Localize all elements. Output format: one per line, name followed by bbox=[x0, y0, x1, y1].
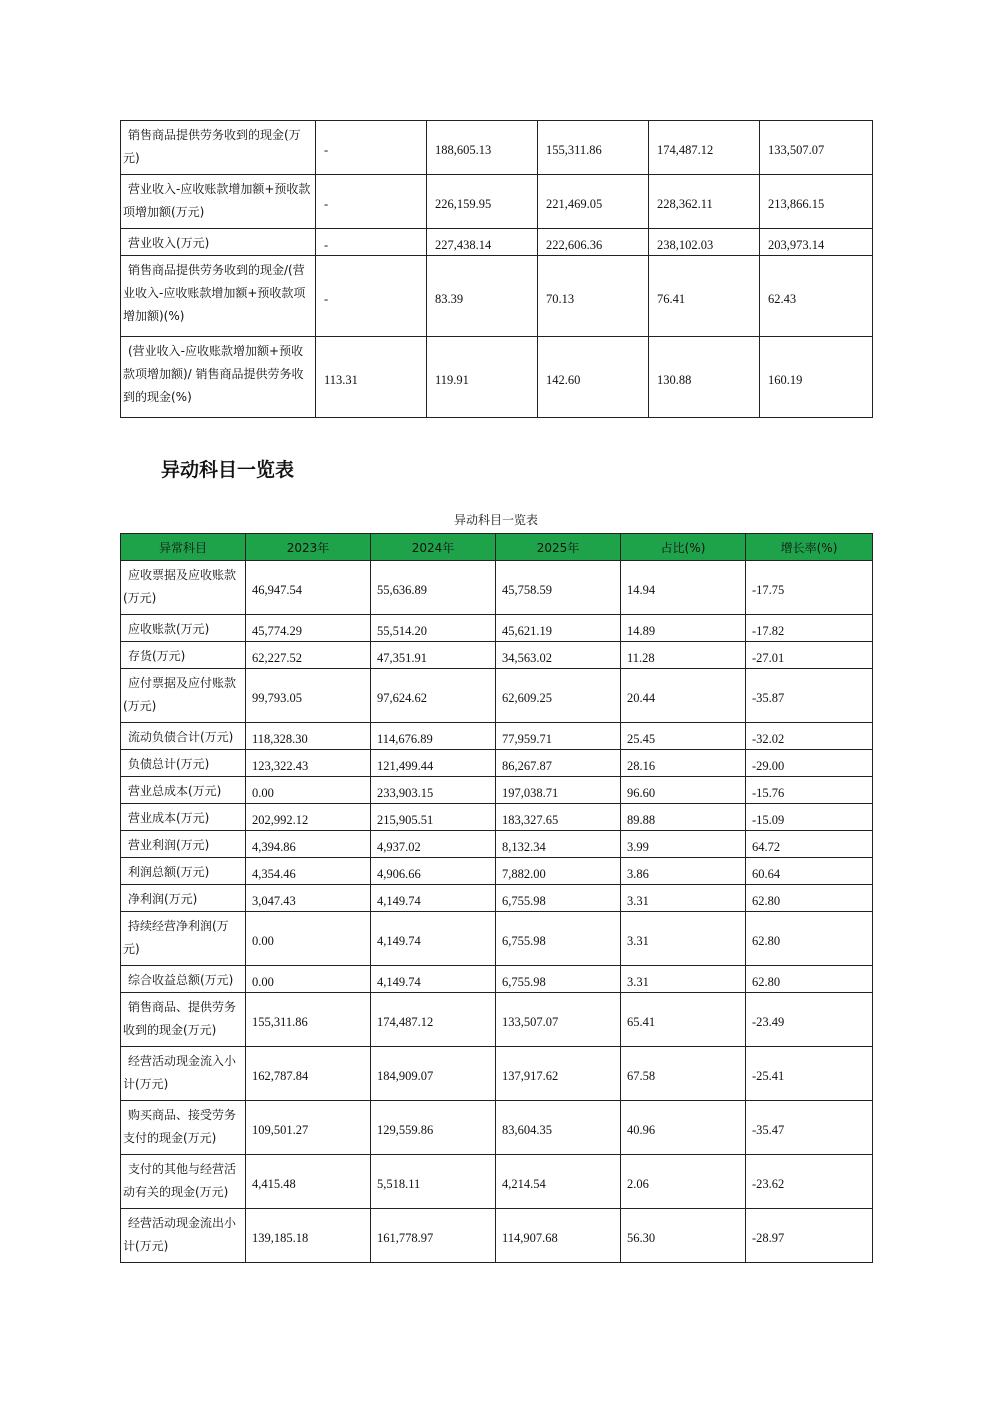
table-cell: 62.43 bbox=[760, 256, 873, 337]
row-label: 负债总计(万元) bbox=[121, 750, 246, 777]
table-cell: 226,159.95 bbox=[427, 175, 538, 229]
table-cell: 142.60 bbox=[538, 337, 649, 418]
table-cell: 3.99 bbox=[621, 831, 746, 858]
table-row bbox=[121, 831, 873, 858]
table-cell: 188,605.13 bbox=[427, 121, 538, 175]
table-cell: -15.76 bbox=[746, 777, 873, 804]
table-cell: -27.01 bbox=[746, 642, 873, 669]
table-cell: 83.39 bbox=[427, 256, 538, 337]
row-label: 净利润(万元) bbox=[121, 885, 246, 912]
column-header: 2023年 bbox=[246, 534, 371, 561]
table-cell: 202,992.12 bbox=[246, 804, 371, 831]
table-cell: 2.06 bbox=[621, 1155, 746, 1209]
table-cell: 174,487.12 bbox=[649, 121, 760, 175]
table-cell: - bbox=[316, 256, 427, 337]
table-cell: 129,559.86 bbox=[371, 1101, 496, 1155]
table-row bbox=[121, 750, 873, 777]
table-cell: 62,227.52 bbox=[246, 642, 371, 669]
table-cell: 5,518.11 bbox=[371, 1155, 496, 1209]
row-label: 营业收入-应收账款增加额+预收款项增加额(万元) bbox=[121, 175, 316, 229]
table-cell: 62.80 bbox=[746, 885, 873, 912]
table-cell: 99,793.05 bbox=[246, 669, 371, 723]
row-label: 销售商品提供劳务收到的现金(万元) bbox=[121, 121, 316, 175]
column-header: 异常科目 bbox=[121, 534, 246, 561]
column-header: 占比(%) bbox=[621, 534, 746, 561]
table-cell: -17.82 bbox=[746, 615, 873, 642]
table-cell: -28.97 bbox=[746, 1209, 873, 1263]
table-cell: -23.49 bbox=[746, 993, 873, 1047]
table-cell: 4,354.46 bbox=[246, 858, 371, 885]
table-cell: 213,866.15 bbox=[760, 175, 873, 229]
table-cell: 174,487.12 bbox=[371, 993, 496, 1047]
table-cell: 3.31 bbox=[621, 966, 746, 993]
table-cell: 96.60 bbox=[621, 777, 746, 804]
table-cell: 86,267.87 bbox=[496, 750, 621, 777]
table-cell: - bbox=[316, 175, 427, 229]
table-cell: 4,394.86 bbox=[246, 831, 371, 858]
table-cell: -23.62 bbox=[746, 1155, 873, 1209]
table-cell: -35.87 bbox=[746, 669, 873, 723]
table-cell: - bbox=[316, 229, 427, 256]
table-row bbox=[121, 912, 873, 966]
table-cell: 4,214.54 bbox=[496, 1155, 621, 1209]
table-cell: 109,501.27 bbox=[246, 1101, 371, 1155]
table-cell: 119.91 bbox=[427, 337, 538, 418]
table-row bbox=[121, 121, 873, 175]
table-cell: 28.16 bbox=[621, 750, 746, 777]
table-row bbox=[121, 256, 873, 337]
table-cell: 55,514.20 bbox=[371, 615, 496, 642]
table-header-row bbox=[121, 534, 873, 561]
table-cell: 97,624.62 bbox=[371, 669, 496, 723]
table-cell: 114,907.68 bbox=[496, 1209, 621, 1263]
table-cell: -35.47 bbox=[746, 1101, 873, 1155]
table-row bbox=[121, 804, 873, 831]
table-cell: 3,047.43 bbox=[246, 885, 371, 912]
table-row bbox=[121, 561, 873, 615]
table-cell: 56.30 bbox=[621, 1209, 746, 1263]
table-cell: 55,636.89 bbox=[371, 561, 496, 615]
table-cell: 6,755.98 bbox=[496, 885, 621, 912]
table-row bbox=[121, 723, 873, 750]
table-cell: 118,328.30 bbox=[246, 723, 371, 750]
table-row bbox=[121, 229, 873, 256]
row-label: (营业收入-应收账款增加额+预收款项增加额)/ 销售商品提供劳务收到的现金(%) bbox=[121, 337, 316, 418]
table-cell: 161,778.97 bbox=[371, 1209, 496, 1263]
table-caption: 异动科目一览表 bbox=[453, 513, 538, 527]
table-cell: 77,959.71 bbox=[496, 723, 621, 750]
table-cell: 160.19 bbox=[760, 337, 873, 418]
table-cell: 8,132.34 bbox=[496, 831, 621, 858]
table-cell: 215,905.51 bbox=[371, 804, 496, 831]
table-cell: 83,604.35 bbox=[496, 1101, 621, 1155]
table-cell: 6,755.98 bbox=[496, 912, 621, 966]
table-cell: 121,499.44 bbox=[371, 750, 496, 777]
table-cell: 137,917.62 bbox=[496, 1047, 621, 1101]
row-label: 流动负债合计(万元) bbox=[121, 723, 246, 750]
table-cell: 89.88 bbox=[621, 804, 746, 831]
table-cell: 130.88 bbox=[649, 337, 760, 418]
table-cell: 4,906.66 bbox=[371, 858, 496, 885]
table-cell: 183,327.65 bbox=[496, 804, 621, 831]
table-cell: 34,563.02 bbox=[496, 642, 621, 669]
cashflow-table bbox=[120, 120, 873, 418]
table-row bbox=[121, 642, 873, 669]
table-cell: 203,973.14 bbox=[760, 229, 873, 256]
table-row bbox=[121, 1209, 873, 1263]
table-cell: 45,758.59 bbox=[496, 561, 621, 615]
table-cell: 4,149.74 bbox=[371, 966, 496, 993]
table-cell: 14.94 bbox=[621, 561, 746, 615]
table-cell: 14.89 bbox=[621, 615, 746, 642]
table-cell: 67.58 bbox=[621, 1047, 746, 1101]
row-label: 经营活动现金流入小计(万元) bbox=[121, 1047, 246, 1101]
table-row bbox=[121, 885, 873, 912]
table-cell: 4,149.74 bbox=[371, 912, 496, 966]
table-cell: 0.00 bbox=[246, 912, 371, 966]
row-label: 营业利润(万元) bbox=[121, 831, 246, 858]
table-cell: 0.00 bbox=[246, 966, 371, 993]
table-cell: 11.28 bbox=[621, 642, 746, 669]
row-label: 利润总额(万元) bbox=[121, 858, 246, 885]
table-cell: 3.31 bbox=[621, 885, 746, 912]
table-cell: -32.02 bbox=[746, 723, 873, 750]
table-row bbox=[121, 615, 873, 642]
table-cell: 228,362.11 bbox=[649, 175, 760, 229]
table-cell: 227,438.14 bbox=[427, 229, 538, 256]
table-cell: 233,903.15 bbox=[371, 777, 496, 804]
table-cell: 221,469.05 bbox=[538, 175, 649, 229]
table-cell: 222,606.36 bbox=[538, 229, 649, 256]
table-cell: 238,102.03 bbox=[649, 229, 760, 256]
table-row bbox=[121, 669, 873, 723]
table-row bbox=[121, 858, 873, 885]
table-cell: -25.41 bbox=[746, 1047, 873, 1101]
table-cell: 70.13 bbox=[538, 256, 649, 337]
row-label: 应付票据及应付账款(万元) bbox=[121, 669, 246, 723]
table-row bbox=[121, 1101, 873, 1155]
row-label: 经营活动现金流出小计(万元) bbox=[121, 1209, 246, 1263]
table-row bbox=[121, 777, 873, 804]
table-cell: 45,774.29 bbox=[246, 615, 371, 642]
table-cell: 76.41 bbox=[649, 256, 760, 337]
table-cell: 20.44 bbox=[621, 669, 746, 723]
table-cell: 62.80 bbox=[746, 912, 873, 966]
anomaly-table bbox=[120, 533, 873, 1263]
table-cell: 113.31 bbox=[316, 337, 427, 418]
row-label: 营业总成本(万元) bbox=[121, 777, 246, 804]
table-cell: 60.64 bbox=[746, 858, 873, 885]
column-header: 2025年 bbox=[496, 534, 621, 561]
row-label: 应收票据及应收账款(万元) bbox=[121, 561, 246, 615]
table-cell: 114,676.89 bbox=[371, 723, 496, 750]
row-label: 应收账款(万元) bbox=[121, 615, 246, 642]
table-cell: 4,415.48 bbox=[246, 1155, 371, 1209]
table-cell: -17.75 bbox=[746, 561, 873, 615]
row-label: 营业收入(万元) bbox=[121, 229, 316, 256]
table-row bbox=[121, 966, 873, 993]
table-cell: -29.00 bbox=[746, 750, 873, 777]
table-cell: 133,507.07 bbox=[760, 121, 873, 175]
table-cell: 25.45 bbox=[621, 723, 746, 750]
row-label: 销售商品提供劳务收到的现金/(营业收入-应收账款增加额+预收款项增加额)(%) bbox=[121, 256, 316, 337]
column-header: 2024年 bbox=[371, 534, 496, 561]
row-label: 持续经营净利润(万元) bbox=[121, 912, 246, 966]
table-cell: 139,185.18 bbox=[246, 1209, 371, 1263]
table-cell: 133,507.07 bbox=[496, 993, 621, 1047]
table-cell: 6,755.98 bbox=[496, 966, 621, 993]
table-cell: 162,787.84 bbox=[246, 1047, 371, 1101]
section-title: 异动科目一览表 bbox=[161, 459, 295, 481]
table-cell: 197,038.71 bbox=[496, 777, 621, 804]
table-row bbox=[121, 1155, 873, 1209]
row-label: 销售商品、提供劳务收到的现金(万元) bbox=[121, 993, 246, 1047]
table-cell: 4,149.74 bbox=[371, 885, 496, 912]
row-label: 综合收益总额(万元) bbox=[121, 966, 246, 993]
table-cell: 155,311.86 bbox=[538, 121, 649, 175]
table-cell: 45,621.19 bbox=[496, 615, 621, 642]
row-label: 支付的其他与经营活动有关的现金(万元) bbox=[121, 1155, 246, 1209]
table-cell: 40.96 bbox=[621, 1101, 746, 1155]
table-cell: 62.80 bbox=[746, 966, 873, 993]
table-cell: 155,311.86 bbox=[246, 993, 371, 1047]
table-cell: 3.86 bbox=[621, 858, 746, 885]
row-label: 存货(万元) bbox=[121, 642, 246, 669]
row-label: 购买商品、接受劳务支付的现金(万元) bbox=[121, 1101, 246, 1155]
table-cell: -15.09 bbox=[746, 804, 873, 831]
table-cell: 7,882.00 bbox=[496, 858, 621, 885]
table-row bbox=[121, 993, 873, 1047]
table-cell: 64.72 bbox=[746, 831, 873, 858]
table-cell: 4,937.02 bbox=[371, 831, 496, 858]
table-cell: 123,322.43 bbox=[246, 750, 371, 777]
table-row bbox=[121, 337, 873, 418]
table-row bbox=[121, 1047, 873, 1101]
table-cell: 46,947.54 bbox=[246, 561, 371, 615]
table-cell: 65.41 bbox=[621, 993, 746, 1047]
table-cell: 3.31 bbox=[621, 912, 746, 966]
table-cell: - bbox=[316, 121, 427, 175]
table-cell: 0.00 bbox=[246, 777, 371, 804]
table-cell: 184,909.07 bbox=[371, 1047, 496, 1101]
row-label: 营业成本(万元) bbox=[121, 804, 246, 831]
table-row bbox=[121, 175, 873, 229]
column-header: 增长率(%) bbox=[746, 534, 873, 561]
table-cell: 47,351.91 bbox=[371, 642, 496, 669]
table-cell: 62,609.25 bbox=[496, 669, 621, 723]
